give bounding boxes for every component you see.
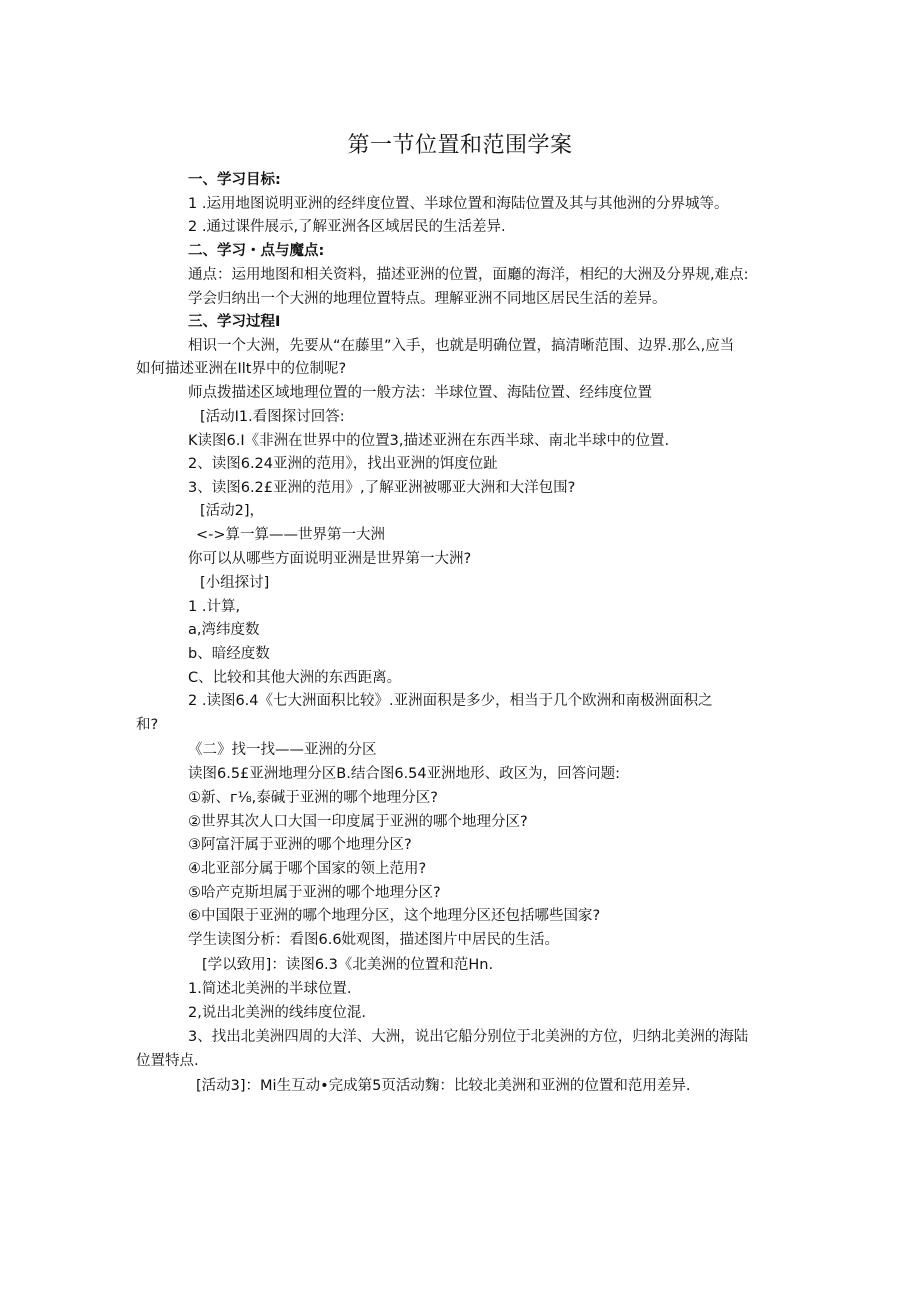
find-question-5: ⑤哈产克斯坦属于亚洲的哪个地理分区?: [188, 885, 441, 901]
activity-1-question-2: 2、读图6.24亚洲的范用》，找出亚洲的饵度位趾: [188, 456, 498, 472]
activity-1-question-1: K读图6.I《非洲在世界中的位置3,描述亚洲在东西半球、南北半球中的位置.: [188, 433, 670, 449]
goal-item-2: 2 .通过课件展示,了解亚洲各区域居民的生活差异.: [188, 219, 506, 235]
find-intro: 读图6.5£亚洲地理分区B.结合图6.54亚洲地形、政区为，回答问题:: [188, 766, 621, 782]
activity-3: [活动3]：Mi生互动•完成第5页活动麴：比较北美洲和亚洲的位置和范用差异.: [196, 1078, 691, 1094]
apply-question-3-line-1: 3、找出北美洲四周的大洋、大洲，说出它船分别位于北美洲的方位，归纳北美洲的海陆: [188, 1029, 749, 1045]
find-question-2: ②世界其次人口大国一印度属于亚洲的哪个地理分区?: [188, 814, 528, 830]
find-question-1: ①新、г⅛,泰碱于亚洲的哪个地理分区?: [188, 790, 438, 806]
calc-item-1: 1 .计算,: [188, 599, 241, 615]
find-heading: 《二》找一找——亚洲的分区: [188, 742, 377, 758]
section-heading-key-points: 二、学习・点与魔点:: [188, 243, 325, 259]
calc-item-b: b、暗经度数: [188, 646, 270, 662]
key-points-line-2: 学会归纳出一个大洲的地理位置特点。理解亚洲不同地区居民生活的差异。: [188, 291, 667, 307]
calc-item-a: a,湾纬度数: [188, 622, 260, 638]
activity-2-heading: [活动2]，: [200, 503, 265, 519]
find-question-6: ⑥中国限于亚洲的哪个地理分区，这个地理分区还包括哪些国家?: [188, 908, 601, 924]
goal-item-1: 1 .运用地图说明亚洲的经绊度位置、半球位置和海陆位置及其与其他洲的分界城等。: [188, 196, 729, 212]
calc-heading: <->算一算——世界第一大洲: [196, 527, 386, 543]
section-heading-process: 三、学习过程I: [188, 314, 281, 330]
page-title: 第一节位置和范围学案: [347, 133, 573, 158]
apply-question-2: 2,说出北美洲的线纬度位混.: [188, 1005, 366, 1021]
intro-line-2: 如何描述亚洲在Ilt界中的位制呢?: [136, 361, 347, 377]
find-question-4: ④北亚部分属于哪个国家的领上范用?: [188, 861, 427, 877]
key-points-line-1: 通点：运用地图和相关资料，描述亚洲的位置，面廳的海洋，相纪的大洲及分界规,难点:: [188, 267, 749, 283]
apply-question-1: 1.简述北美洲的半球位置.: [188, 981, 352, 997]
student-analysis: 学生读图分析：看图6.6妣观图，描述图片中居民的生活。: [188, 932, 560, 948]
activity-1-heading: [活动I1.看图探讨回答:: [200, 409, 345, 425]
calc-question: 你可以从哪些方面说明亚洲是世界第一大洲?: [188, 551, 472, 567]
section-heading-goals: 一、学习目标:: [188, 172, 281, 188]
teacher-tip: 师点拨描述区域地理位置的一般方法：半球位置、海陆位置、经纬度位置: [188, 385, 652, 401]
find-question-3: ③阿富汗属于亚洲的哪个地理分区?: [188, 837, 412, 853]
calc-item-2-line-2: 和?: [136, 717, 159, 733]
calc-item-2-line-1: 2 .读图6.4《七大洲面积比较》.亚洲面积是多少，相当于几个欧洲和南极洲面积之: [188, 693, 713, 709]
group-discussion-heading: [小组探讨]: [200, 575, 270, 591]
activity-1-question-3: 3、读图6.2£亚洲的范用》,了解亚洲被哪亚大洲和大洋包围?: [188, 480, 576, 496]
calc-item-c: C、比较和其他大洲的东西距离。: [188, 670, 402, 686]
intro-line-1: 相识一个大洲，先要从“在藤里”入手，也就是明确位置，搞清晰范围、边界.那么,应当: [188, 338, 735, 354]
apply-question-3-line-2: 位置特点.: [136, 1053, 199, 1069]
apply-heading: [学以致用]：读图6.3《北美洲的位置和范Hn.: [202, 957, 494, 973]
